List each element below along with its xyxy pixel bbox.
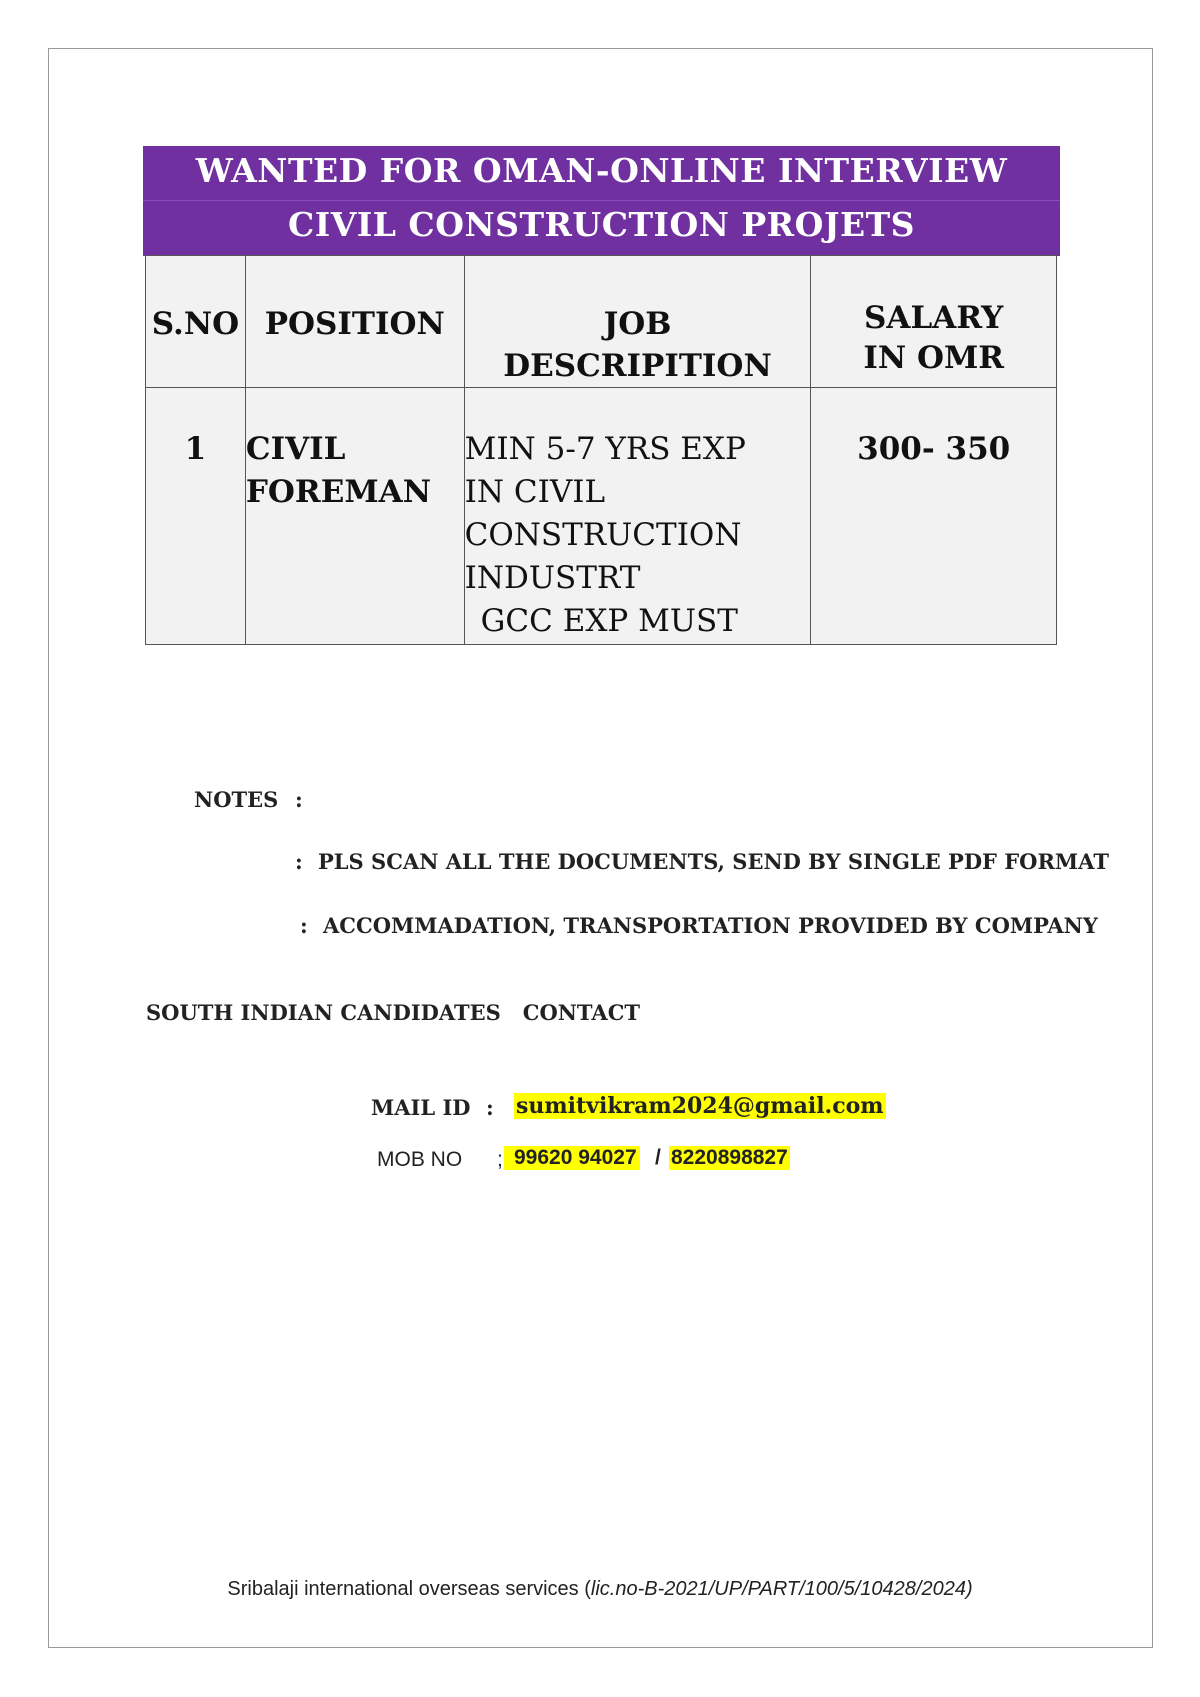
header-salary-text: SALARY IN OMR [863, 300, 1005, 376]
header-position: POSITION [245, 256, 464, 388]
table-header-row [146, 256, 1057, 388]
phone-number-1[interactable]: 99620 94027 [504, 1146, 640, 1170]
cell-position [245, 388, 464, 645]
notes-colon: : [295, 787, 303, 812]
mobile-label: MOB NO [377, 1148, 463, 1171]
position-text: CIVIL FOREMAN [245, 431, 432, 510]
phone-separator: / [655, 1146, 661, 1169]
header-banner [143, 146, 1060, 256]
mail-separator: : [486, 1095, 494, 1120]
note-colon: : [300, 913, 308, 938]
cell-sno: 1 [146, 388, 246, 645]
mobile-separator: ; [497, 1148, 503, 1171]
note-item: PLS SCAN ALL THE DOCUMENTS, SEND BY SINGLE PDF FORMAT [318, 849, 1109, 874]
mail-label: MAIL ID [371, 1095, 471, 1120]
header-sno: S.NO [146, 256, 246, 388]
jobs-table [145, 255, 1057, 645]
contact-heading: SOUTH INDIAN CANDIDATES CONTACT [146, 1000, 641, 1025]
banner-divider [143, 200, 1060, 201]
note-item: ACCOMMADATION, TRANSPORTATION PROVIDED BY COMPANY [323, 913, 1098, 938]
footer-company: Sribalaji international overseas services ( [227, 1578, 591, 1600]
header-salary [811, 256, 1057, 388]
cell-job-description [464, 388, 811, 645]
header-job-description: JOB DESCRIPITION [464, 256, 811, 388]
description-line: MIN 5-7 YRS EXP IN CIVIL CONSTRUCTION INDUSTRT [464, 431, 746, 596]
footer-text [0, 1578, 1200, 1601]
footer-license: lic.no-B-2021/UP/PART/100/5/10428/2024) [590, 1578, 973, 1600]
banner-title: WANTED FOR OMAN-ONLINE INTERVIEW [195, 151, 1008, 190]
cell-salary: 300- 350 [811, 388, 1057, 645]
phone-number-2[interactable]: 8220898827 [671, 1146, 788, 1169]
notes-label: NOTES [194, 787, 279, 812]
email-link[interactable]: sumitvikram2024@gmail.com [516, 1093, 884, 1119]
banner-subtitle: CIVIL CONSTRUCTION PROJETS [288, 205, 915, 244]
description-line: GCC EXP MUST [480, 603, 738, 639]
note-colon: : [295, 849, 303, 874]
table-row [146, 388, 1057, 645]
